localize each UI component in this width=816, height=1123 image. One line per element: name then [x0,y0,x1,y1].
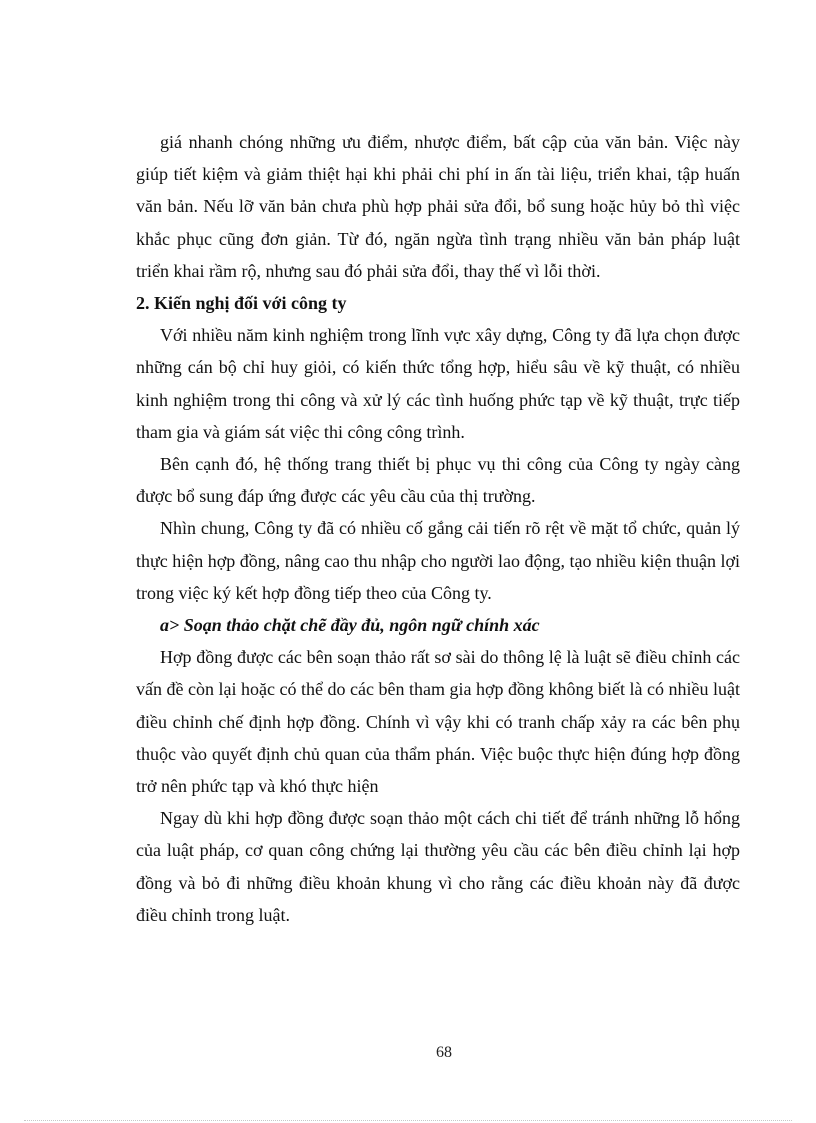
subsection-heading: a> Soạn thảo chặt chẽ đầy đủ, ngôn ngữ chính xác [160,615,540,636]
body-text [136,126,740,931]
paragraph: Nhìn chung, Công ty đã có nhiều cố gắng cải tiến rõ rệt về mặt tổ chức, quản lý thực hiện hợp đồng, nâng cao thu nhập cho người lao động, tạo nhiều kiện thuận lợi trong việc ký kết hợp đồng tiếp theo của Công ty. [136,518,740,603]
paragraph: Bên cạnh đó, hệ thống trang thiết bị phục vụ thi công của Công ty ngày càng được bổ sung đáp ứng được các yêu cầu của thị trường. [136,454,740,507]
paragraph: Với nhiều năm kinh nghiệm trong lĩnh vực xây dựng, Công ty đã lựa chọn được những cán bộ chỉ huy giỏi, có kiến thức tổng hợp, hiểu sâu về kỹ thuật, có nhiều kinh nghiệm trong thi công và xử lý các tình huống phức tạp về kỹ thuật, trực tiếp tham gia và giám sát việc thi công công trình. [136,325,740,442]
section-heading: 2. Kiến nghị đối với công ty [136,293,347,314]
page-number: 68 [436,1044,452,1061]
paragraph: Ngay dù khi hợp đồng được soạn thảo một cách chi tiết để tránh những lỗ hổng của luật pháp, cơ quan công chứng lại thường yêu cầu các bên điều chỉnh lại hợp đồng và bỏ đi những điều khoản khung vì cho rằng các điều khoản này đã được điều chỉnh trong luật. [136,808,740,925]
paragraph-continuation: giá nhanh chóng những ưu điểm, nhược điểm, bất cập của văn bản. Việc này giúp tiết kiệm và giảm thiệt hại khi phải chi phí in ấn tài liệu, triển khai, tập huấn văn bản. Nếu lỡ văn bản chưa phù hợp phải sửa đổi, bổ sung hoặc hủy bỏ thì việc khắc phục cũng đơn giản. Từ đó, ngăn ngừa tình trạng nhiều văn bản pháp luật triển khai rầm rộ, nhưng sau đó phải sửa đổi, thay thế vì lỗi thời. [136,132,740,281]
paragraph: Hợp đồng được các bên soạn thảo rất sơ sài do thông lệ là luật sẽ điều chỉnh các vấn đề còn lại hoặc có thể do các bên tham gia hợp đồng không biết là có nhiều luật điều chỉnh chế định hợp đồng. Chính vì vậy khi có tranh chấp xảy ra các bên phụ thuộc vào quyết định chủ quan của thẩm phán. Việc buộc thực hiện đúng hợp đồng trở nên phức tạp và khó thực hiện [136,647,740,797]
page-bottom-divider [24,1120,792,1121]
